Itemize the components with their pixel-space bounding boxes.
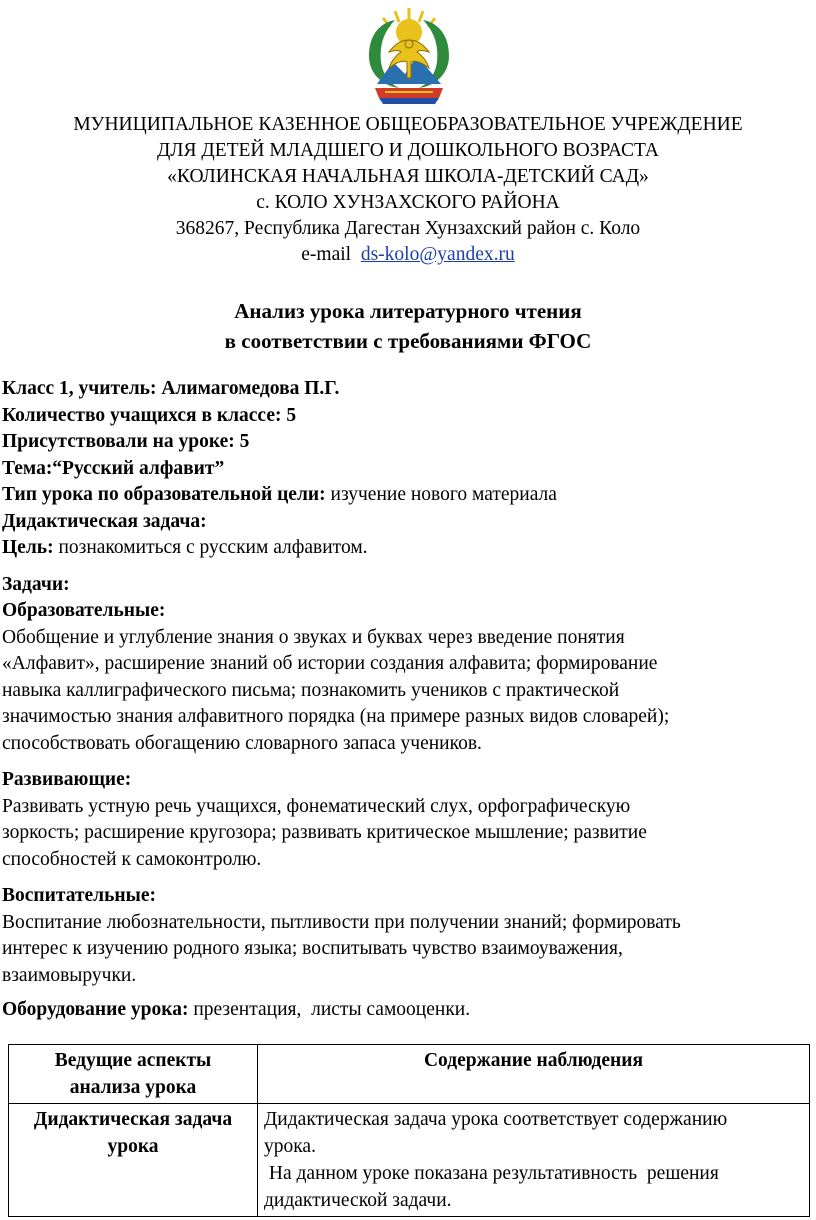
equipment (2, 997, 814, 1024)
educational-line: навыка каллиграфического письма; познакомить учеников с практической (2, 679, 620, 701)
observation-table (8, 1044, 810, 1217)
aspect-cell-line: Дидактическая задача (33, 1109, 233, 1130)
equipment-value: презентация, листы самооценки. (188, 999, 471, 1020)
upbringing-label: Воспитательные: (2, 885, 157, 906)
educational-label: Образовательные: (2, 600, 166, 621)
header-line-2: ДЛЯ ДЕТЕЙ МЛАДШЕГО И ДОШКОЛЬНОГО ВОЗРАСТА (156, 140, 659, 161)
educational-line: «Алфавит», расширение знаний об истории создания алфавита; формирование (2, 653, 658, 674)
lesson-body (2, 376, 814, 1024)
educational-line: значимостью знания алфавитного порядка (на примере разных видов словарей); (2, 706, 670, 727)
content-column-header: Содержание наблюдения (258, 1045, 810, 1104)
goal-value: познакомиться с русским алфавитом. (53, 537, 368, 558)
content-cell-line: На данном уроке показана результативность решения (264, 1163, 719, 1184)
email-label: e-mail (301, 244, 361, 265)
lesson-topic: Тема:“Русский алфавит” (2, 457, 225, 479)
header-line-3: «КОЛИНСКАЯ НАЧАЛЬНАЯ ШКОЛА-ДЕТСКИЙ САД» (167, 166, 649, 187)
present-count: Присутствовали на уроке: 5 (2, 431, 250, 452)
upbringing-line: интерес к изучению родного языка; воспитывать чувство взаимоуважения, (2, 938, 623, 959)
lesson-type-value: изучение нового материала (325, 484, 557, 505)
aspect-cell (9, 1104, 258, 1217)
didactic-task-label: Дидактическая задача: (2, 510, 207, 532)
tasks-heading: Задачи: (2, 573, 70, 595)
content-cell-line: Дидактическая задача урока соответствует содержанию (264, 1109, 728, 1130)
class-teacher: Класс 1, учитель: Алимагомедова П.Г. (2, 378, 340, 399)
institution-header (0, 112, 816, 268)
lesson-type-label: Тип урока по образовательной цели: (2, 484, 326, 505)
aspect-header-line: Ведущие аспекты (54, 1050, 212, 1071)
document-title (0, 296, 816, 356)
aspect-cell-line: урока (107, 1136, 159, 1157)
header-address: 368267, Республика Дагестан Хунзахский район с. Коло (175, 218, 641, 239)
email-link[interactable]: ds-kolo@yandex.ru (360, 244, 515, 265)
title-line-2: в соответствии с требованиями ФГОС (224, 329, 592, 353)
developing-label: Развивающие: (2, 769, 132, 790)
aspect-column-header (9, 1045, 258, 1104)
title-line-1: Анализ урока литературного чтения (234, 299, 582, 323)
goal-label: Цель: (2, 537, 54, 558)
educational-line: Обобщение и углубление знания о звуках и буквах через введение понятия (2, 626, 625, 648)
upbringing-line: Воспитание любознательности, пытливости при получении знаний; формировать (2, 911, 681, 933)
lesson-type (2, 482, 814, 509)
developing-line: Развивать устную речь учащихся, фонематический слух, орфографическую (2, 795, 631, 817)
content-cell (258, 1104, 810, 1217)
table-header-row (9, 1045, 810, 1104)
header-line-4: с. КОЛО ХУНЗАХСКОГО РАЙОНА (256, 192, 560, 213)
header-line-1: МУНИЦИПАЛЬНОЕ КАЗЕННОЕ ОБЩЕОБРАЗОВАТЕЛЬНОЕ УЧРЕЖДЕНИЕ (73, 114, 743, 135)
content-cell-line: урока. (264, 1136, 316, 1157)
aspect-header-line: анализа урока (69, 1077, 197, 1098)
dagestan-coat-of-arms-icon (355, 4, 463, 108)
upbringing-line: взаимовыручки. (2, 964, 137, 986)
content-cell-line: дидактической задачи. (264, 1190, 452, 1211)
table-row (9, 1104, 810, 1217)
developing-line: зоркость; расширение кругозора; развивать критическое мышление; развитие (2, 822, 647, 843)
lesson-goal (2, 535, 814, 562)
header-email-line (0, 242, 816, 268)
developing-line: способностей к самоконтролю. (2, 848, 262, 870)
students-count: Количество учащихся в классе: 5 (2, 404, 297, 426)
equipment-label: Оборудование урока: (2, 999, 189, 1020)
educational-line: способствовать обогащению словарного запаса учеников. (2, 732, 482, 754)
